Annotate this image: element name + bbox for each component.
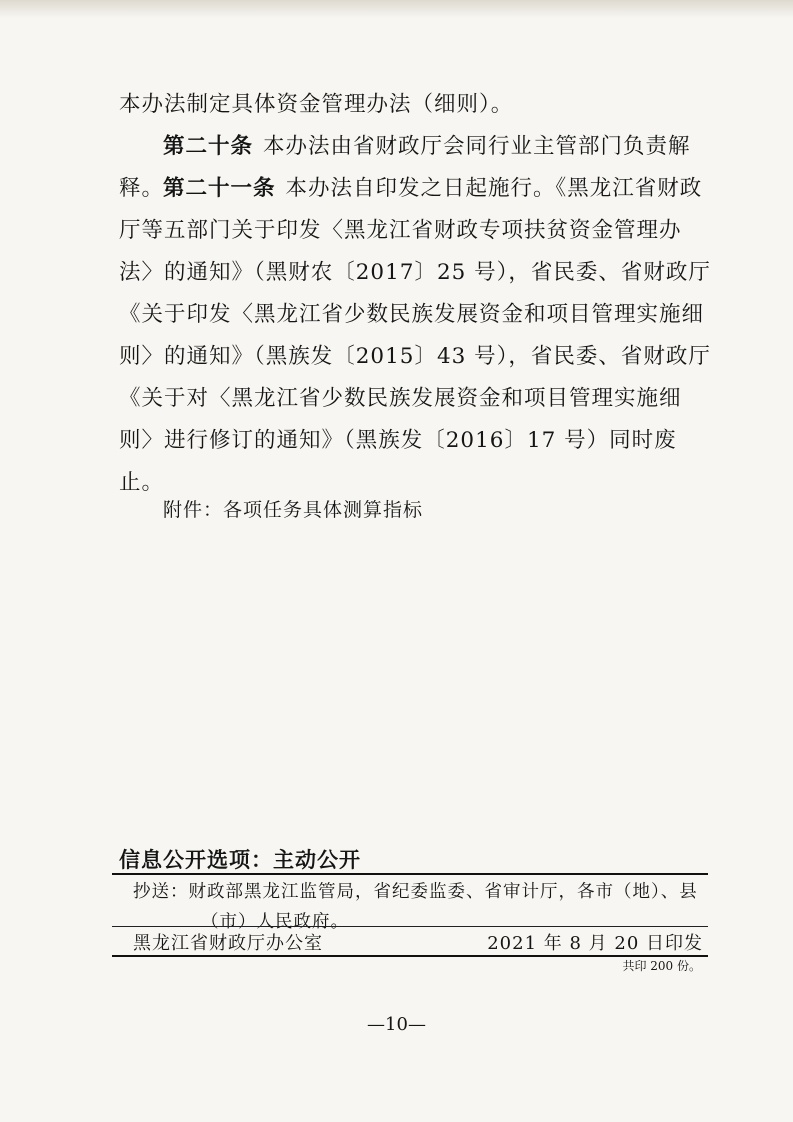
disclosure-option: 信息公开选项：主动公开 xyxy=(119,847,361,872)
page-number: —10— xyxy=(367,1014,426,1035)
paragraph-continuation xyxy=(119,84,714,126)
paragraph-1-text: 本办法制定具体资金管理办法（细则）。 xyxy=(119,92,514,117)
article-21-text: 本办法自印发之日起施行。《黑龙江省财政厅等五部门关于印发〈黑龙江省财政专项扶贫资金管理办法〉的通知》（黑财农〔2017〕25 号），省民委、省财政厅《关于印发〈黑龙江省少数民族发展资金和项目管理实施细则〉的通知》（黑族发〔2015〕43 号），省民委、省财政厅《关于对〈黑龙江省少数民族发展资金和项目管理实施细则〉进行修订的通知》（黑族发〔2016〕17 号）同时废止。 xyxy=(119,176,711,495)
article-21 xyxy=(119,168,714,504)
article-21-label: 第二十一条 xyxy=(163,176,276,201)
cc-line-1: 抄送：财政部黑龙江监管局，省纪委监委、省审计厅，各市（地）、县 xyxy=(133,882,698,902)
cc-block xyxy=(133,877,703,937)
attachment-line: 附件：各项任务具体测算指标 xyxy=(163,499,424,521)
scan-top-edge xyxy=(0,0,793,18)
footer-rule-middle xyxy=(112,926,708,927)
print-copies: 共印 200 份。 xyxy=(622,959,701,973)
article-20-label: 第二十条 xyxy=(163,134,254,159)
issue-date: 2021 年 8 月 20 日印发 xyxy=(487,933,703,954)
article-20-text: 本办法由省财政厅会同行业主管部门负责解释。 xyxy=(119,134,691,201)
footer-rule-top xyxy=(112,873,708,875)
footer-rule-bottom xyxy=(112,955,708,957)
cc-line-2: （市）人民政府。 xyxy=(201,912,349,932)
issuing-office: 黑龙江省财政厅办公室 xyxy=(133,933,323,954)
